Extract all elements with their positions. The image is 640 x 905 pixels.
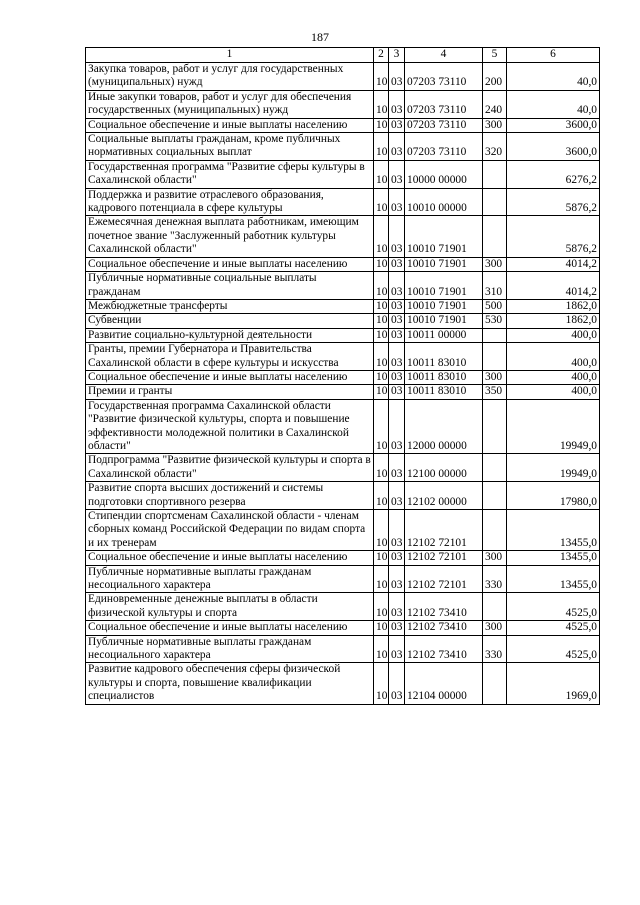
expense-type-code — [483, 160, 507, 188]
target-article-code: 10011 00000 — [405, 328, 483, 342]
expense-type-code: 300 — [483, 551, 507, 565]
expense-type-code: 300 — [483, 621, 507, 635]
target-article-code: 12102 73410 — [405, 593, 483, 621]
section-code: 10 — [374, 551, 389, 565]
target-article-code: 12000 00000 — [405, 399, 483, 454]
amount-value: 6276,2 — [507, 160, 600, 188]
subsection-code: 03 — [389, 565, 405, 593]
table-row — [86, 160, 600, 188]
target-article-code: 10011 83010 — [405, 343, 483, 371]
table-row — [86, 63, 600, 91]
expense-type-code: 310 — [483, 272, 507, 300]
line-item-name: Социальное обеспечение и иные выплаты населению — [86, 257, 374, 271]
line-item-name: Единовременные денежные выплаты в области физической культуры и спорта — [86, 593, 374, 621]
line-item-name: Гранты, премии Губернатора и Правительства Сахалинской области в сфере культуры и искусства — [86, 343, 374, 371]
line-item-name: Социальные выплаты гражданам, кроме публичных нормативных социальных выплат — [86, 133, 374, 161]
amount-value: 19949,0 — [507, 454, 600, 482]
subsection-code: 03 — [389, 343, 405, 371]
line-item-name: Стипендии спортсменам Сахалинской области - членам сборных команд Российской Федерации по видам спорта и их тренерам — [86, 510, 374, 551]
line-item-name: Подпрограмма "Развитие физической культуры и спорта в Сахалинской области" — [86, 454, 374, 482]
subsection-code: 03 — [389, 90, 405, 118]
section-code: 10 — [374, 593, 389, 621]
amount-value: 1862,0 — [507, 314, 600, 328]
expense-type-code — [483, 593, 507, 621]
table-row — [86, 257, 600, 271]
amount-value: 3600,0 — [507, 133, 600, 161]
amount-value: 19949,0 — [507, 399, 600, 454]
subsection-code: 03 — [389, 314, 405, 328]
amount-value: 4525,0 — [507, 593, 600, 621]
section-code: 10 — [374, 370, 389, 384]
subsection-code: 03 — [389, 160, 405, 188]
expense-type-code: 200 — [483, 63, 507, 91]
amount-value: 4014,2 — [507, 257, 600, 271]
target-article-code: 10010 71901 — [405, 314, 483, 328]
section-code: 10 — [374, 90, 389, 118]
section-code: 10 — [374, 328, 389, 342]
line-item-name: Публичные нормативные выплаты гражданам несоциального характера — [86, 565, 374, 593]
target-article-code: 12102 72101 — [405, 510, 483, 551]
target-article-code: 12102 73410 — [405, 621, 483, 635]
subsection-code: 03 — [389, 133, 405, 161]
table-row — [86, 328, 600, 342]
expense-type-code: 530 — [483, 314, 507, 328]
target-article-code: 07203 73110 — [405, 90, 483, 118]
subsection-code: 03 — [389, 385, 405, 399]
subsection-code: 03 — [389, 551, 405, 565]
expense-type-code: 320 — [483, 133, 507, 161]
amount-value: 40,0 — [507, 63, 600, 91]
line-item-name: Ежемесячная денежная выплата работникам, имеющим почетное звание "Заслуженный работник культуры Сахалинской области" — [86, 216, 374, 257]
line-item-name: Развитие кадрового обеспечения сферы физической культуры и спорта, повышение квалификации специалистов — [86, 663, 374, 704]
amount-value: 1969,0 — [507, 663, 600, 704]
line-item-name: Премии и гранты — [86, 385, 374, 399]
table-row — [86, 593, 600, 621]
subsection-code: 03 — [389, 621, 405, 635]
line-item-name: Закупка товаров, работ и услуг для государственных (муниципальных) нужд — [86, 63, 374, 91]
expense-type-code — [483, 399, 507, 454]
target-article-code: 07203 73110 — [405, 63, 483, 91]
target-article-code: 12102 00000 — [405, 482, 483, 510]
target-article-code: 12102 73410 — [405, 635, 483, 663]
line-item-name: Межбюджетные трансферты — [86, 299, 374, 313]
section-code: 10 — [374, 635, 389, 663]
line-item-name: Социальное обеспечение и иные выплаты населению — [86, 621, 374, 635]
amount-value: 40,0 — [507, 90, 600, 118]
section-code: 10 — [374, 621, 389, 635]
table-row — [86, 635, 600, 663]
column-number-header: 2 — [374, 48, 389, 63]
section-code: 10 — [374, 454, 389, 482]
section-code: 10 — [374, 188, 389, 216]
expense-type-code: 300 — [483, 118, 507, 132]
line-item-name: Развитие социально-культурной деятельности — [86, 328, 374, 342]
subsection-code: 03 — [389, 482, 405, 510]
target-article-code: 10010 00000 — [405, 188, 483, 216]
table-row — [86, 188, 600, 216]
target-article-code: 10011 83010 — [405, 385, 483, 399]
table-row — [86, 314, 600, 328]
table-row — [86, 565, 600, 593]
expense-type-code — [483, 454, 507, 482]
amount-value: 4014,2 — [507, 272, 600, 300]
expense-type-code: 300 — [483, 257, 507, 271]
line-item-name: Социальное обеспечение и иные выплаты населению — [86, 551, 374, 565]
amount-value: 13455,0 — [507, 551, 600, 565]
target-article-code: 12104 00000 — [405, 663, 483, 704]
section-code: 10 — [374, 399, 389, 454]
line-item-name: Субвенции — [86, 314, 374, 328]
line-item-name: Социальное обеспечение и иные выплаты населению — [86, 370, 374, 384]
budget-table — [85, 47, 600, 705]
amount-value: 400,0 — [507, 328, 600, 342]
section-code: 10 — [374, 482, 389, 510]
line-item-name: Государственная программа Сахалинской области "Развитие физической культуры, спорта и повышение эффективности молодежной политики в Сахалинской области" — [86, 399, 374, 454]
amount-value: 4525,0 — [507, 621, 600, 635]
target-article-code: 10000 00000 — [405, 160, 483, 188]
expense-type-code: 300 — [483, 370, 507, 384]
table-row — [86, 621, 600, 635]
subsection-code: 03 — [389, 299, 405, 313]
column-number-header: 5 — [483, 48, 507, 63]
target-article-code: 12102 72101 — [405, 565, 483, 593]
line-item-name: Публичные нормативные социальные выплаты гражданам — [86, 272, 374, 300]
target-article-code: 10010 71901 — [405, 257, 483, 271]
amount-value: 400,0 — [507, 370, 600, 384]
line-item-name: Государственная программа "Развитие сферы культуры в Сахалинской области" — [86, 160, 374, 188]
section-code: 10 — [374, 565, 389, 593]
expense-type-code: 240 — [483, 90, 507, 118]
amount-value: 4525,0 — [507, 635, 600, 663]
subsection-code: 03 — [389, 510, 405, 551]
table-row — [86, 385, 600, 399]
section-code: 10 — [374, 510, 389, 551]
line-item-name: Иные закупки товаров, работ и услуг для обеспечения государственных (муниципальных) нужд — [86, 90, 374, 118]
expense-type-code: 330 — [483, 565, 507, 593]
line-item-name: Развитие спорта высших достижений и системы подготовки спортивного резерва — [86, 482, 374, 510]
column-number-header: 3 — [389, 48, 405, 63]
target-article-code: 10010 71901 — [405, 299, 483, 313]
line-item-name: Публичные нормативные выплаты гражданам несоциального характера — [86, 635, 374, 663]
subsection-code: 03 — [389, 370, 405, 384]
expense-type-code — [483, 663, 507, 704]
section-code: 10 — [374, 160, 389, 188]
table-row — [86, 551, 600, 565]
column-number-header: 4 — [405, 48, 483, 63]
subsection-code: 03 — [389, 188, 405, 216]
amount-value: 1862,0 — [507, 299, 600, 313]
table-row — [86, 343, 600, 371]
table-row — [86, 299, 600, 313]
expense-type-code: 500 — [483, 299, 507, 313]
column-number-header: 6 — [507, 48, 600, 63]
subsection-code: 03 — [389, 635, 405, 663]
amount-value: 3600,0 — [507, 118, 600, 132]
table-row — [86, 510, 600, 551]
amount-value: 5876,2 — [507, 216, 600, 257]
table-row — [86, 118, 600, 132]
target-article-code: 10011 83010 — [405, 370, 483, 384]
target-article-code: 07203 73110 — [405, 133, 483, 161]
amount-value: 5876,2 — [507, 188, 600, 216]
subsection-code: 03 — [389, 663, 405, 704]
table-row — [86, 482, 600, 510]
table-row — [86, 133, 600, 161]
expense-type-code — [483, 216, 507, 257]
expense-type-code — [483, 510, 507, 551]
amount-value: 400,0 — [507, 343, 600, 371]
section-code: 10 — [374, 663, 389, 704]
amount-value: 400,0 — [507, 385, 600, 399]
target-article-code: 12100 00000 — [405, 454, 483, 482]
section-code: 10 — [374, 314, 389, 328]
line-item-name: Социальное обеспечение и иные выплаты населению — [86, 118, 374, 132]
expense-type-code — [483, 328, 507, 342]
section-code: 10 — [374, 63, 389, 91]
line-item-name: Поддержка и развитие отраслевого образования, кадрового потенциала в сфере культуры — [86, 188, 374, 216]
subsection-code: 03 — [389, 216, 405, 257]
page-number: 187 — [311, 30, 329, 44]
subsection-code: 03 — [389, 454, 405, 482]
expense-type-code — [483, 482, 507, 510]
section-code: 10 — [374, 118, 389, 132]
table-row — [86, 216, 600, 257]
table-row — [86, 90, 600, 118]
amount-value: 17980,0 — [507, 482, 600, 510]
subsection-code: 03 — [389, 593, 405, 621]
table-row — [86, 370, 600, 384]
expense-type-code — [483, 188, 507, 216]
subsection-code: 03 — [389, 272, 405, 300]
expense-type-code: 350 — [483, 385, 507, 399]
column-number-row — [86, 48, 600, 63]
subsection-code: 03 — [389, 257, 405, 271]
section-code: 10 — [374, 272, 389, 300]
table-row — [86, 272, 600, 300]
section-code: 10 — [374, 257, 389, 271]
expense-type-code — [483, 343, 507, 371]
table-row — [86, 399, 600, 454]
amount-value: 13455,0 — [507, 565, 600, 593]
section-code: 10 — [374, 133, 389, 161]
table-row — [86, 454, 600, 482]
subsection-code: 03 — [389, 399, 405, 454]
section-code: 10 — [374, 216, 389, 257]
target-article-code: 10010 71901 — [405, 272, 483, 300]
section-code: 10 — [374, 299, 389, 313]
expense-type-code: 330 — [483, 635, 507, 663]
table-row — [86, 663, 600, 704]
target-article-code: 12102 72101 — [405, 551, 483, 565]
amount-value: 13455,0 — [507, 510, 600, 551]
subsection-code: 03 — [389, 118, 405, 132]
subsection-code: 03 — [389, 63, 405, 91]
section-code: 10 — [374, 385, 389, 399]
section-code: 10 — [374, 343, 389, 371]
target-article-code: 07203 73110 — [405, 118, 483, 132]
subsection-code: 03 — [389, 328, 405, 342]
column-number-header: 1 — [86, 48, 374, 63]
target-article-code: 10010 71901 — [405, 216, 483, 257]
